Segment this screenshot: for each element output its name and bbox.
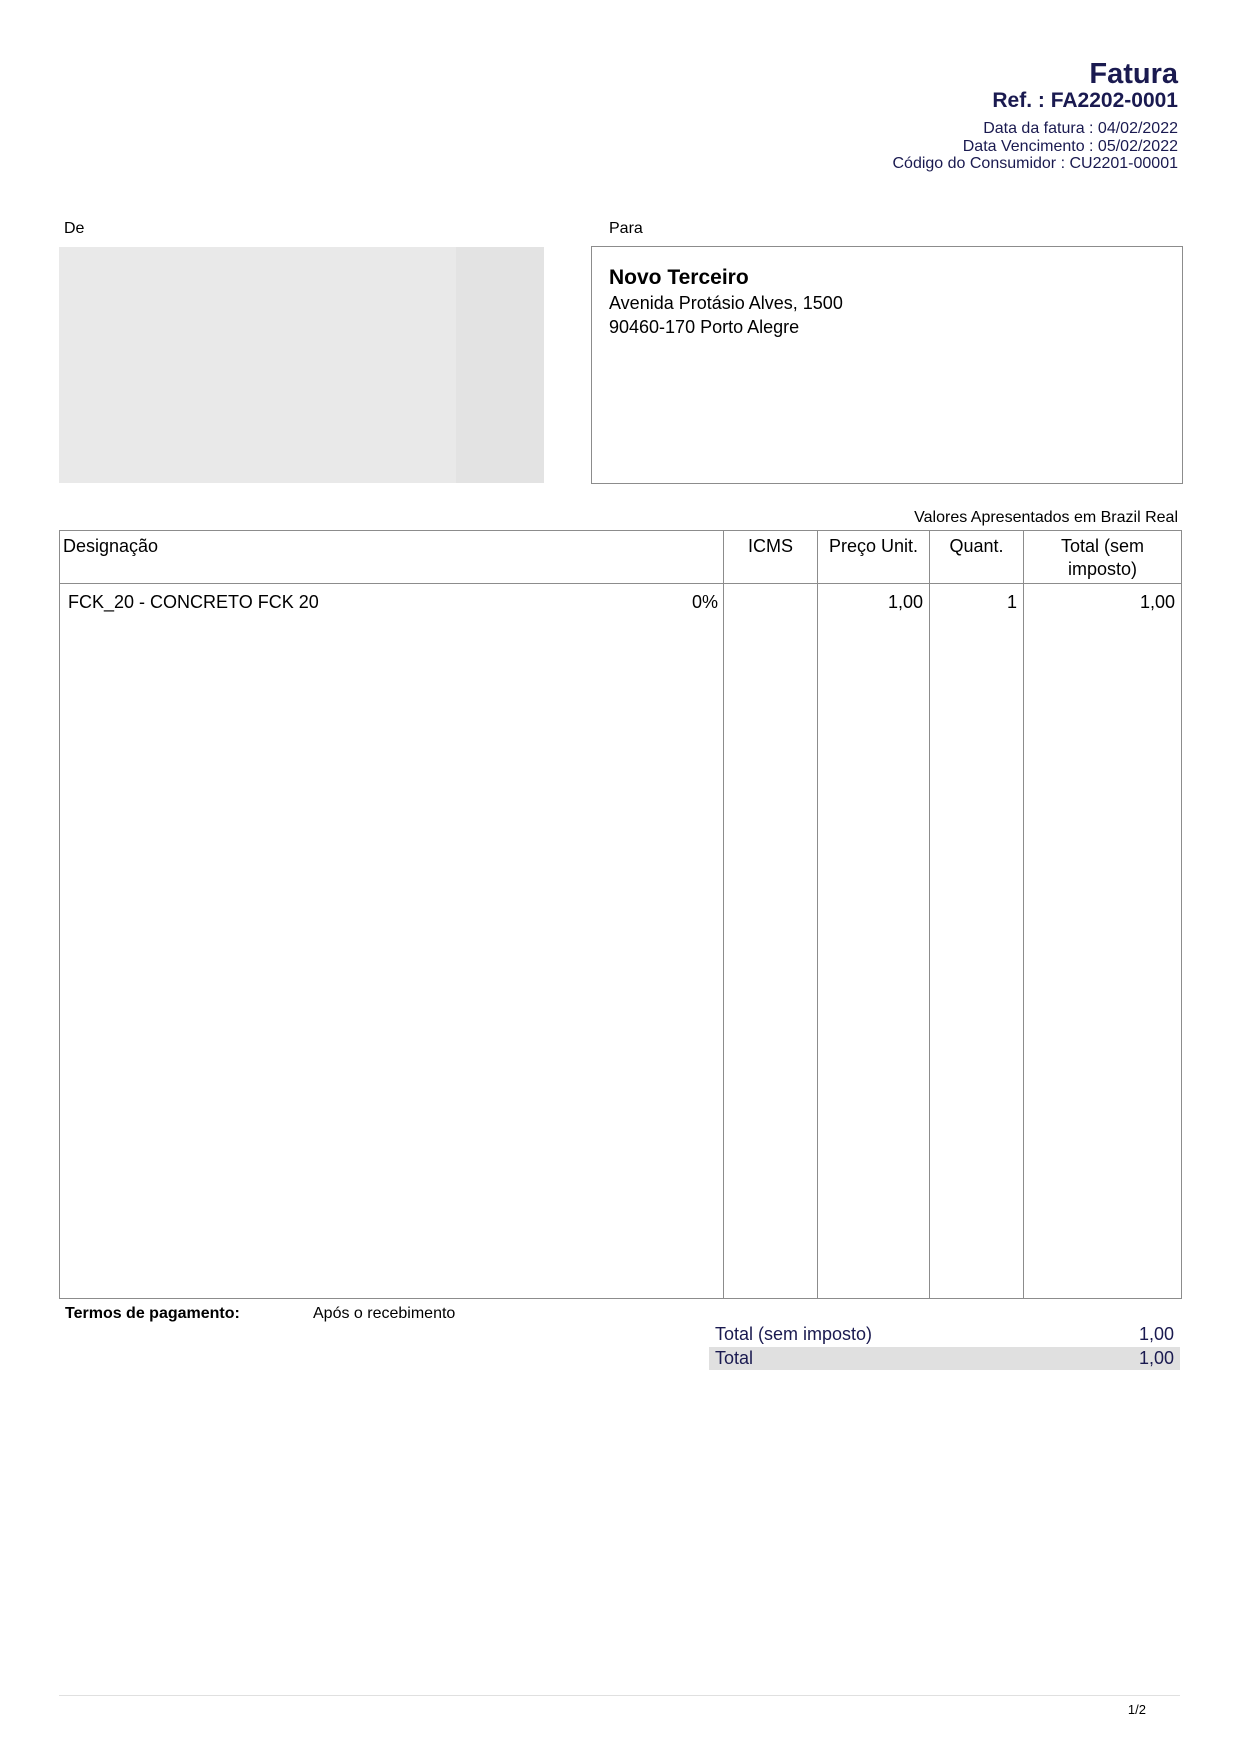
row-qty: 1 bbox=[1006, 592, 1017, 612]
payment-terms-value: Após o recebimento bbox=[313, 1305, 456, 1322]
subtotal-row bbox=[709, 1323, 1180, 1346]
from-label: De bbox=[64, 220, 85, 237]
document-title: Fatura bbox=[1089, 58, 1178, 90]
due-date: Data Vencimento : 05/02/2022 bbox=[962, 138, 1178, 155]
subtotal-label: Total (sem imposto) bbox=[715, 1324, 873, 1344]
total-value: 1,00 bbox=[1138, 1348, 1174, 1368]
payment-terms-label: Termos de pagamento: bbox=[65, 1305, 240, 1322]
row-total: 1,00 bbox=[1139, 592, 1175, 612]
recipient-name: Novo Terceiro bbox=[609, 266, 749, 289]
row-icms: 0% bbox=[691, 592, 718, 612]
invoice-lines-table bbox=[59, 530, 1182, 1299]
invoice-date: Data da fatura : 04/02/2022 bbox=[983, 120, 1178, 137]
sender-box bbox=[59, 247, 544, 483]
row-designation: FCK_20 - CONCRETO FCK 20 bbox=[68, 592, 319, 612]
total-row bbox=[709, 1347, 1180, 1370]
column-divider bbox=[1023, 531, 1024, 1298]
total-label: Total bbox=[715, 1348, 754, 1368]
col-header-unit-price: Preço Unit. bbox=[828, 536, 919, 556]
col-header-total bbox=[1024, 535, 1181, 581]
currency-note: Valores Apresentados em Brazil Real bbox=[914, 509, 1178, 526]
header-divider bbox=[60, 583, 1181, 584]
col-header-total-line2: imposto) bbox=[1067, 559, 1138, 579]
column-divider bbox=[723, 531, 724, 1298]
col-header-qty: Quant. bbox=[949, 536, 1004, 556]
invoice-reference: Ref. : FA2202-0001 bbox=[992, 89, 1178, 112]
col-header-icms: ICMS bbox=[748, 536, 793, 556]
subtotal-value: 1,00 bbox=[1138, 1324, 1174, 1344]
recipient-address-line1: Avenida Protásio Alves, 1500 bbox=[609, 293, 843, 313]
col-header-total-line1: Total (sem bbox=[1060, 536, 1145, 556]
to-label: Para bbox=[609, 220, 643, 237]
sender-box-shade bbox=[456, 247, 544, 483]
column-divider bbox=[817, 531, 818, 1298]
footer-divider bbox=[59, 1695, 1180, 1696]
col-header-designation: Designação bbox=[63, 536, 159, 556]
page-number: 1/2 bbox=[1127, 1702, 1146, 1717]
column-divider bbox=[929, 531, 930, 1298]
recipient-address-line2: 90460-170 Porto Alegre bbox=[609, 317, 800, 337]
row-unit-price: 1,00 bbox=[887, 592, 923, 612]
recipient-box bbox=[591, 246, 1183, 484]
customer-code: Código do Consumidor : CU2201-00001 bbox=[892, 155, 1178, 172]
